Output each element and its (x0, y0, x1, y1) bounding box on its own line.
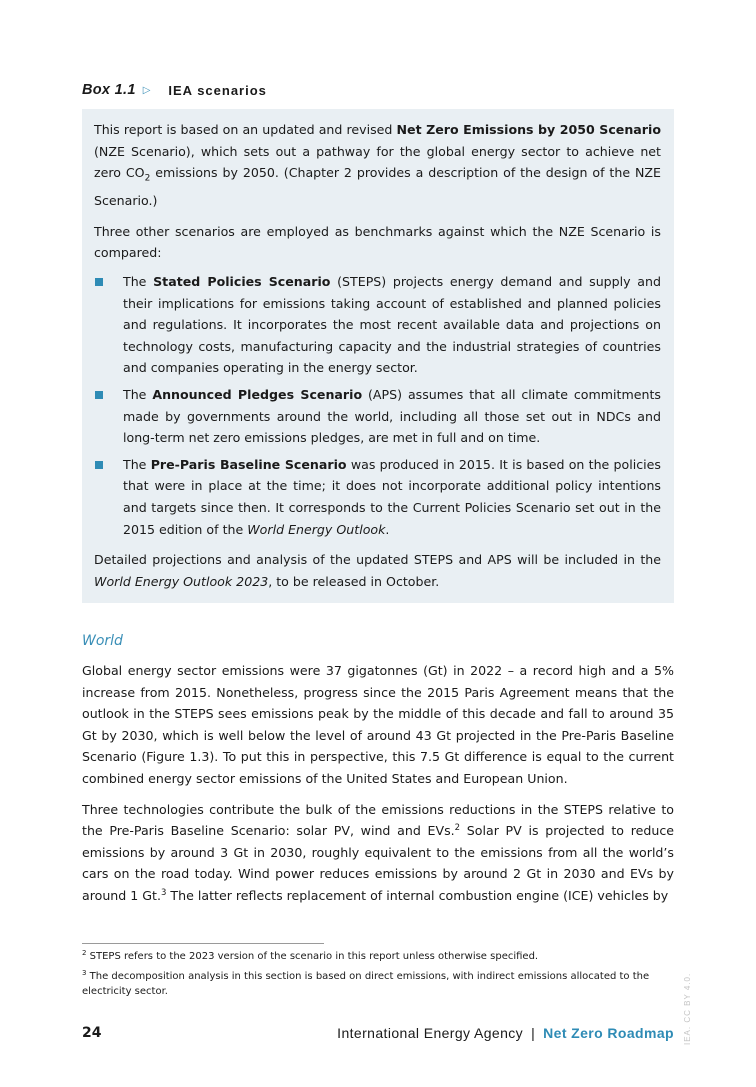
page-number: 24 (82, 1025, 102, 1041)
footnote: $^3$ The decomposition analysis in this section is based on direct emissions, with indirect emissions allocated to the electricity sector. (82, 968, 650, 997)
box-benchmark-paragraph: Three other scenarios are employed as benchmarks against which the NZE Scenario is compared: (94, 223, 661, 261)
scenario-list (94, 271, 661, 540)
square-bullet-icon (95, 391, 103, 399)
footer-report-title: Net Zero Roadmap (543, 1025, 674, 1041)
footer-title (337, 1025, 674, 1041)
body-paragraph-2: Three technologies contribute the bulk of the emissions reductions in the STEPS relative to the Pre-Paris Baseline Scenario: solar PV, wind and EVs.$^2$ Solar PV is projected to reduce emissions by around 3 Gt in 2030, roughly equivalent to the emissions from all the world’s cars on the road today. Wind power reduces emissions by around 2 Gt in 2030 and EVs by around 1 Gt.$^3$ The latter reflects replacement of internal combustion engine (ICE) vehicles by (82, 801, 675, 903)
square-bullet-icon (95, 461, 103, 469)
box-title: IEA scenarios (168, 82, 267, 98)
box-closing-paragraph: Detailed projections and analysis of the updated STEPS and APS will be included in the World Energy Outlook 2023, to be released in October. (94, 552, 661, 589)
footnote-ref[interactable]: 2 (454, 823, 461, 834)
section-heading: World (82, 633, 123, 649)
footer-organization: International Energy Agency (337, 1025, 524, 1041)
box-header (82, 80, 674, 100)
box-intro-paragraph: This report is based on an updated and revised Net Zero Emissions by 2050 Scenario (NZE Scenario), which sets out a pathway for the global energy sector to achieve net zero $CO_2$ emissions by 2050. (Chapter 2 provides a description of the design of the NZE Scenario.) (94, 122, 661, 209)
box-label: Box 1.1 (82, 82, 136, 98)
body-text (82, 660, 674, 907)
footnote-ref[interactable]: 3 (161, 887, 167, 898)
footnote-divider (82, 943, 324, 944)
list-item: The Stated Policies Scenario (STEPS) projects energy demand and supply and their implications for emissions taking account of established and planned policies and regulations. It incorporates the most recent available data and projections on technology costs, manufacturing capacity and the industrial strategies of countries and companies operating in the energy sector. (94, 271, 661, 379)
body-paragraph-1: Global energy sector emissions were 37 gigatonnes (Gt) in 2022 – a record high and a 5% increase from 2015. Nonetheless, progress since the 2015 Paris Agreement means that the outlook in the STEPS sees emissions peak by the middle of this decade and fall to around 35 Gt by 2030, which is well below the level of around 43 Gt projected in the Pre-Paris Baseline Scenario (Figure 1.3). To put this in perspective, this 7.5 Gt difference is equal to the current combined energy sector emissions of the United States and European Union. (82, 663, 674, 786)
license-notice: IEA. CC BY 4.0. (683, 972, 692, 1045)
footnote: $^2$ STEPS refers to the 2023 version of the scenario in this report unless otherwise specified. (82, 949, 539, 962)
page-footer (82, 1022, 674, 1044)
footnotes (82, 949, 674, 1004)
list-item: The Pre-Paris Baseline Scenario was produced in 2015. It is based on the policies that were in place at the time; it does not incorporate additional policy intentions and targets since then. It corresponds to the Current Policies Scenario set out in the 2015 edition of the World Energy Outlook. (94, 454, 661, 540)
triangle-right-icon: ▷ (142, 85, 151, 96)
scenario-box (82, 109, 674, 603)
square-bullet-icon (95, 278, 103, 286)
footer-separator: | (531, 1025, 536, 1041)
list-item: The Announced Pledges Scenario (APS) assumes that all climate commitments made by governments around the world, including all those set out in NDCs and long-term net zero emissions pledges, are met in full and on time. (94, 384, 661, 449)
